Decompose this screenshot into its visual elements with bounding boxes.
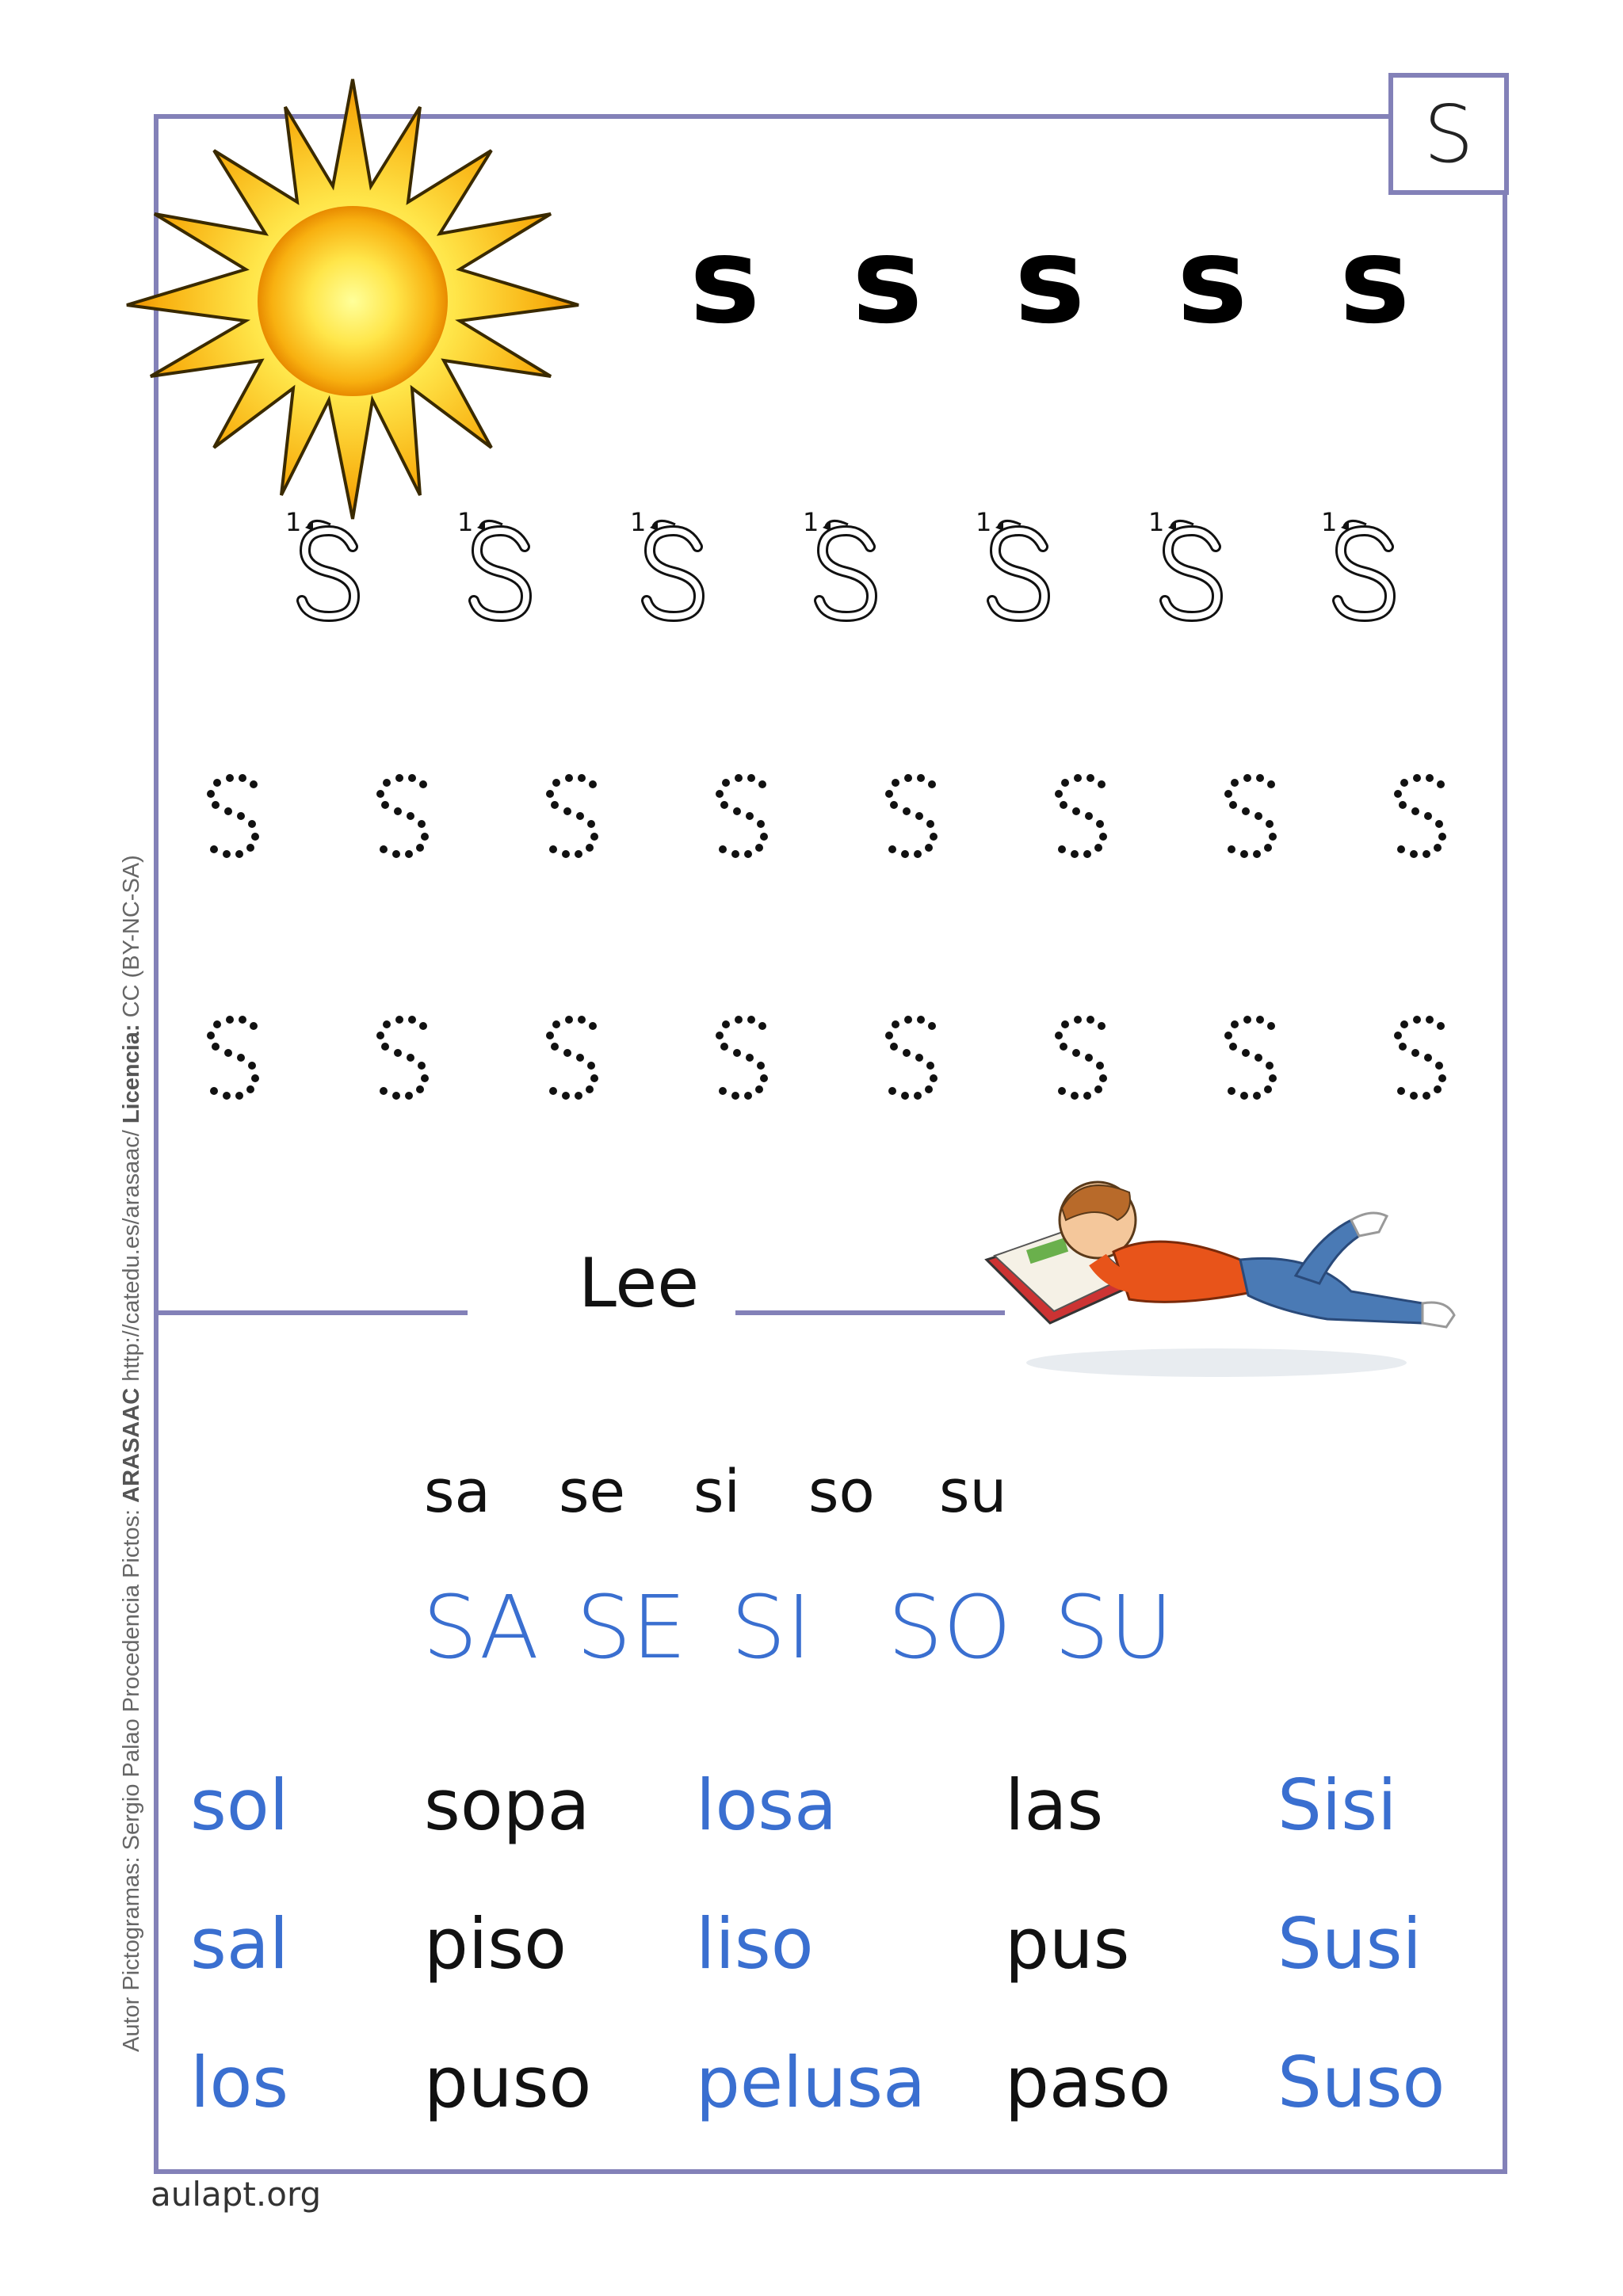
big-letter: s [1339, 212, 1411, 350]
trace-letter [972, 507, 1067, 626]
dotted-letter [1384, 769, 1455, 864]
word: sol [190, 1764, 289, 1846]
dotted-letter [366, 769, 437, 864]
sun-icon [119, 75, 586, 527]
big-letter: s [1177, 212, 1248, 350]
dotted-letter [705, 1010, 777, 1105]
dotted-letter [1044, 769, 1116, 864]
trace-letter [1317, 507, 1412, 626]
trace-letter [453, 507, 548, 626]
dotted-letter [1214, 1010, 1285, 1105]
dotted-letter [197, 769, 268, 864]
dotted-letter [197, 1010, 268, 1105]
credit-license-label: Licencia: [119, 1024, 144, 1124]
stroke-number: 1 [803, 507, 819, 537]
big-letter: s [852, 212, 923, 350]
dotted-letter [1384, 1010, 1455, 1105]
dotted-letter [366, 1010, 437, 1105]
word: puso [424, 2042, 592, 2123]
credit-url: http://catedu.es/arasaac/ [119, 1123, 144, 1388]
big-letter: s [1014, 212, 1086, 350]
stroke-number: 1 [1148, 507, 1165, 537]
trace-letter [626, 507, 721, 626]
syllable-upper: SO [888, 1577, 1012, 1678]
dotted-letter [875, 769, 946, 864]
word: pus [1005, 1903, 1130, 1985]
dotted-letter [1214, 769, 1285, 864]
credit-org: ARASAAC [119, 1387, 144, 1503]
trace-letter [1144, 507, 1239, 626]
word: Susi [1277, 1903, 1422, 1985]
dotted-letter [875, 1010, 946, 1105]
divider-line-left [158, 1310, 468, 1315]
dotted-letter [536, 1010, 607, 1105]
stroke-number: 1 [1321, 507, 1338, 537]
stroke-number: 1 [285, 507, 302, 537]
word: pelusa [696, 2042, 926, 2123]
divider-line-right [735, 1310, 1005, 1315]
word: Suso [1277, 2042, 1445, 2123]
word: liso [696, 1903, 814, 1985]
syllable-lower: sa [424, 1458, 491, 1526]
word: paso [1005, 2042, 1171, 2123]
word: piso [424, 1903, 567, 1985]
dotted-letter [536, 769, 607, 864]
word: Sisi [1277, 1764, 1397, 1846]
boy-reading-icon [979, 1165, 1470, 1386]
syllable-upper: SE [576, 1577, 687, 1678]
letter-box: S [1388, 73, 1509, 195]
word: sopa [424, 1764, 590, 1846]
footer-site: aulapt.org [151, 2175, 322, 2214]
stroke-number: 1 [976, 507, 992, 537]
syllable-lower: so [808, 1458, 875, 1526]
word: sal [190, 1903, 289, 1985]
credit-text [119, 855, 145, 2052]
big-letter: s [689, 212, 761, 350]
syllable-upper: SA [422, 1577, 540, 1678]
syllable-lower: si [693, 1458, 741, 1526]
word: los [190, 2042, 289, 2123]
credit-prefix: Autor Pictogramas: Sergio Palao Procedencia Pictos: [119, 1502, 144, 2052]
dotted-letter [705, 769, 777, 864]
read-label: Lee [579, 1244, 700, 1323]
stroke-number: 1 [630, 507, 647, 537]
dotted-letter [1044, 1010, 1116, 1105]
credit-license: CC (BY-NC-SA) [119, 855, 144, 1024]
syllable-lower: se [559, 1458, 626, 1526]
word: losa [696, 1764, 838, 1846]
syllable-lower: su [939, 1458, 1007, 1526]
trace-letter [281, 507, 376, 626]
word: las [1005, 1764, 1104, 1846]
stroke-number: 1 [457, 507, 474, 537]
syllable-upper: SU [1054, 1577, 1174, 1678]
trace-letter [799, 507, 894, 626]
syllable-upper: SI [731, 1577, 812, 1678]
